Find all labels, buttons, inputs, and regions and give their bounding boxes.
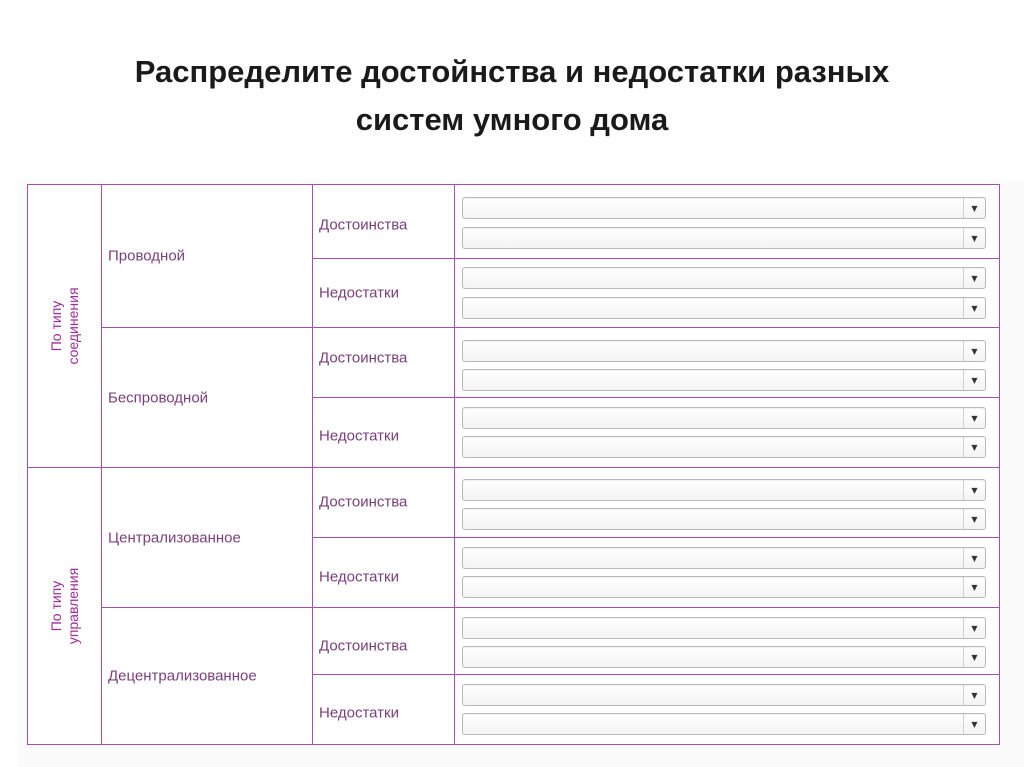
dropdown-arrow-icon[interactable]: ▼ (963, 370, 985, 390)
dropdown-arrow-icon[interactable]: ▼ (963, 198, 985, 218)
aspect-label-disadvantages: Недостатки (319, 284, 399, 302)
system-cell-centralized (102, 468, 313, 608)
aspect-label-advantages: Достоинства (319, 216, 408, 234)
group-label-control: По типу управления (47, 567, 81, 645)
answer-select[interactable] (462, 369, 986, 391)
dropdown-arrow-icon[interactable]: ▼ (963, 548, 985, 568)
aspect-label-advantages: Достоинства (319, 637, 408, 655)
answer-select[interactable] (462, 576, 986, 598)
slide-title-line-2: систем умного дома (355, 102, 669, 137)
aspect-cell (313, 328, 455, 398)
select-cell (455, 185, 999, 259)
system-label-decentralized: Децентрализованное (108, 667, 257, 685)
answer-select[interactable] (462, 436, 986, 458)
dropdown-arrow-icon[interactable]: ▼ (963, 685, 985, 705)
aspect-label-disadvantages: Недостатки (319, 704, 399, 722)
advantages-table (27, 184, 1000, 745)
system-cell-wired (102, 185, 313, 328)
dropdown-arrow-icon[interactable]: ▼ (963, 714, 985, 734)
aspect-cell (313, 608, 455, 675)
dropdown-arrow-icon[interactable]: ▼ (963, 228, 985, 248)
aspect-cell (313, 538, 455, 608)
answer-select[interactable] (462, 617, 986, 639)
aspect-label-advantages: Достоинства (319, 493, 408, 511)
select-cell (455, 675, 999, 744)
group-cell-control (28, 468, 102, 744)
answer-select[interactable] (462, 407, 986, 429)
answer-select[interactable] (462, 508, 986, 530)
dropdown-arrow-icon[interactable]: ▼ (963, 647, 985, 667)
system-label-wireless: Беспроводной (108, 389, 209, 406)
aspect-cell (313, 259, 455, 328)
group-cell-connection (28, 185, 102, 468)
answer-select[interactable] (462, 479, 986, 501)
dropdown-arrow-icon[interactable]: ▼ (963, 618, 985, 638)
aspect-cell (313, 468, 455, 538)
select-cell (455, 328, 999, 398)
answer-select[interactable] (462, 646, 986, 668)
answer-select[interactable] (462, 197, 986, 219)
dropdown-arrow-icon[interactable]: ▼ (963, 480, 985, 500)
select-cell (455, 468, 999, 538)
dropdown-arrow-icon[interactable]: ▼ (963, 509, 985, 529)
answer-select[interactable] (462, 340, 986, 362)
answer-select[interactable] (462, 267, 986, 289)
answer-select[interactable] (462, 227, 986, 249)
system-cell-wireless (102, 328, 313, 468)
dropdown-arrow-icon[interactable]: ▼ (963, 437, 985, 457)
aspect-cell (313, 185, 455, 259)
aspect-label-disadvantages: Недостатки (319, 568, 399, 586)
aspect-label-advantages: Достоинства (319, 349, 408, 367)
system-label-centralized: Централизованное (108, 529, 241, 546)
select-cell (455, 398, 999, 468)
answer-select[interactable] (462, 713, 986, 735)
system-label-wired: Проводной (108, 247, 186, 265)
aspect-label-disadvantages: Недостатки (319, 427, 399, 445)
select-cell (455, 608, 999, 675)
system-cell-decentralized (102, 608, 313, 744)
select-cell (455, 259, 999, 328)
answer-select[interactable] (462, 684, 986, 706)
select-cell (455, 538, 999, 608)
group-label-connection: По типу соединения (47, 287, 81, 365)
aspect-cell (313, 675, 455, 744)
answer-select[interactable] (462, 547, 986, 569)
dropdown-arrow-icon[interactable]: ▼ (963, 408, 985, 428)
answer-select[interactable] (462, 297, 986, 319)
slide-title-line-1: Распределите достойнства и недостатки разных (134, 54, 890, 89)
dropdown-arrow-icon[interactable]: ▼ (963, 577, 985, 597)
dropdown-arrow-icon[interactable]: ▼ (963, 268, 985, 288)
dropdown-arrow-icon[interactable]: ▼ (963, 298, 985, 318)
aspect-cell (313, 398, 455, 468)
slide-title (60, 48, 964, 144)
dropdown-arrow-icon[interactable]: ▼ (963, 341, 985, 361)
